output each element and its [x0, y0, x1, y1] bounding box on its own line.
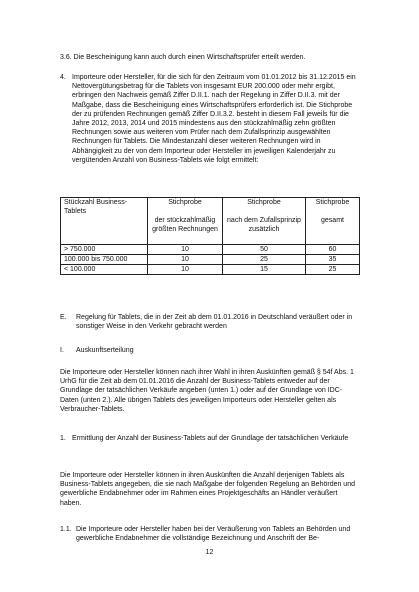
paragraph-text: Die Importeure oder Hersteller haben bei der Veräußerung von Tablets an Behörden und gewerbliche Endabnehmer die vollständige Bezeichnung und Anschrift der Be-: [76, 526, 351, 543]
paragraph-auskunft-intro: Die Importeure oder Hersteller können nach ihrer Wahl in ihren Auskünften gemäß § 54f Abs. 1 UrhG für die Zeit ab dem 01.01.2016 die Anzahl der Business-Tablets entweder auf der Grundlage der tatsächlichen Verkäufe angeben (unten 1.) oder auf der Grundlage von IDC-Daten (unten 2.). Alle übrigen Tablets des jeweiligen Importeurs oder Hersteller gelten als Verbraucher-Tablets.: [60, 369, 354, 413]
header-total: Stichprobe gesamt: [306, 198, 360, 245]
section-title: Regelung für Tablets, die in der Zeit ab dem 01.01.2016 in Deutschland veräußert oder in sonstiger Weise in den Verkehr gebracht werden: [76, 314, 353, 331]
paragraph-1-1: [60, 525, 360, 543]
sample-table: [60, 197, 360, 275]
table-header-row: [61, 198, 360, 245]
section-e-heading: [60, 313, 360, 331]
paragraph-4: [60, 73, 360, 165]
paragraph-section-1-intro: Die Importeure oder Hersteller können in ihren Auskünften die Anzahl derjenigen Tablets als Business-Tablets angegeben, die sie nach Maßgabe der folgenden Regelung an Behörden und gewerbliche Endabnehmer oder im Rahmen eines Projektgeschäfts an Händler veräußert haben.: [60, 472, 355, 507]
paragraph-number: 1.1.: [60, 526, 72, 533]
section-1-heading: [60, 434, 360, 443]
paragraph-number: 4.: [60, 74, 66, 81]
section-title: Auskunftserteilung: [76, 347, 134, 354]
header-random: Stichprobe nach dem Zufallsprinzip zusätzlich: [223, 198, 306, 245]
paragraph-text: Importeure oder Hersteller, für die sich für den Zeitraum vom 01.01.2012 bis 31.12.2015 ein Nettovergütungsbetrag für die Tablets von insgesamt EUR 200.000 oder mehr ergibt, erbringen den Nachweis gemäß Ziffer D.II.1. nach der Regelung in Ziffer D.II.3. mit der Maßgabe, dass die Bescheinigung eines Wirtschaftsprüfers erforderlich ist. Die Stichprobe der zu prüfenden Rechnungen gemäß Ziffer D.II.3.2. besteht in diesem Fall jeweils für die Jahre 2012, 2013, 2014 und 2015 mindestens aus den stückzahlmäßig zehn größten Rechnungen sowie aus weiteren vom Prüfer nach dem Zufallsprinzip ausgewählten Rechnungen für Tablets. Die Mindestanzahl dieser weiteren Rechnungen wird in Abhängigkeit zu der von dem Importeur oder Hersteller im jeweiligen Kalenderjahr zu vergütenden Anzahl von Business-Tablets wie folgt ermittelt:: [72, 74, 356, 164]
table-row: 100.000 bis 750.000 10 25 35: [61, 255, 360, 265]
section-i-heading: [60, 346, 360, 355]
section-title: Ermittlung der Anzahl der Business-Tablets auf der Grundlage der tatsächlichen Verkäufe: [72, 435, 349, 442]
header-units: Stückzahl Business-Tablets: [61, 198, 148, 245]
page-number: 12: [205, 549, 214, 556]
table-row: > 750.000 10 50 60: [61, 245, 360, 255]
table-row: < 100.000 10 15 25: [61, 265, 360, 275]
section-number: I.: [60, 347, 64, 354]
paragraph-3-6: 3.6. Die Bescheinigung kann auch durch einen Wirtschaftsprüfer erteilt werden.: [60, 54, 306, 61]
section-number: 1.: [60, 435, 66, 442]
section-letter: E.: [60, 314, 67, 321]
header-largest: Stichprobe der stückzahlmäßig größten Rechnungen: [148, 198, 223, 245]
